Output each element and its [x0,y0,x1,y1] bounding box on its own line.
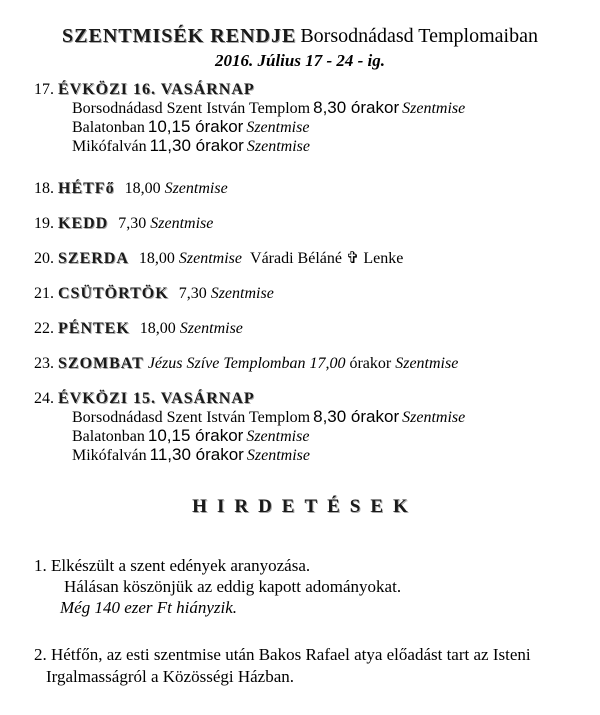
mass-time: 8,30 órakor [313,98,400,117]
mass-place: Borsodnádasd Szent István Templom [72,100,311,117]
mass-list [72,99,600,156]
day-heading [34,80,600,99]
schedule-row-sunday-17 [34,80,600,156]
mass-entry [72,446,600,465]
title-decorated: SZENTMISÉK RENDJE [62,25,297,47]
announcement-line: 2. Hétfőn, az esti szentmise után Bakos Rafael atya előadást tart az Isteni [34,645,531,664]
day-number: 17. [34,81,54,98]
mass-label: Szentmise [246,428,310,445]
mass-place: Balatonban [72,119,145,136]
mass-time: 11,30 órakor [149,445,244,464]
mass-entry [72,99,600,118]
day-name: ÉVKÖZI 16. VASÁRNAP [58,81,255,98]
orakor-text: órakor [349,355,392,372]
announcement-line: Irgalmasságról a Közösségi Házban. [46,667,294,686]
day-name: SZERDA [58,250,129,267]
mass-entry [72,137,600,156]
day-number: 20. [34,250,54,267]
mass-label: Szentmise [179,320,243,337]
announcement-line: Hálásan köszönjük az eddig kapott adományokat. [64,577,402,596]
mass-venue-time: Jézus Szíve Templomban 17,00 [147,355,346,372]
day-number: 18. [34,180,54,197]
announcement-item-1 [34,555,600,618]
mass-place: Balatonban [72,428,145,445]
mass-time: 10,15 órakor [147,426,244,445]
memorial-note: Váradi Béláné ✞ Lenke [250,250,404,267]
mass-label: Szentmise [246,138,310,155]
mass-label: Szentmise [178,250,243,267]
mass-label: Szentmise [210,285,274,302]
schedule-row-tuesday [34,214,600,233]
day-number: 24. [34,390,54,407]
announcements-section [0,496,600,688]
mass-label: Szentmise [402,409,466,426]
day-name: HÉTFő [58,180,115,197]
schedule-row-monday [34,179,600,198]
announcement-item-2 [34,644,600,688]
mass-label: Szentmise [246,447,310,464]
day-number: 23. [34,355,54,372]
mass-label: Szentmise [150,215,214,232]
mass-place: Mikófalván [72,138,147,155]
mass-time: 18,00 [139,320,176,337]
date-range-subtitle: 2016. Július 17 - 24 - ig. [214,51,386,70]
announcements-heading: HIRDETÉSEK [192,496,418,517]
mass-entry [72,427,600,446]
mass-label: Szentmise [164,180,228,197]
bulletin-page [0,25,600,715]
page-title [0,25,600,48]
announcement-line: Még 140 ezer Ft hiányzik. [60,598,238,617]
day-number: 22. [34,320,54,337]
mass-place: Mikófalván [72,447,147,464]
schedule-row-saturday [34,354,600,373]
mass-list [72,408,600,465]
mass-label: Szentmise [246,119,310,136]
day-name: KEDD [58,215,109,232]
mass-time: 18,00 [124,180,161,197]
schedule-row-thursday [34,284,600,303]
schedule-row-wednesday [34,249,600,268]
mass-time: 8,30 órakor [313,407,400,426]
day-number: 21. [34,285,54,302]
day-heading [34,389,600,408]
mass-place: Borsodnádasd Szent István Templom [72,409,311,426]
mass-time: 11,30 órakor [149,136,244,155]
day-name: SZOMBAT [58,355,144,372]
day-name: PÉNTEK [58,320,130,337]
mass-entry [72,118,600,137]
day-number: 19. [34,215,54,232]
mass-label: Szentmise [395,355,459,372]
title-plain: Borsodnádasd Templomaiban [300,25,538,47]
schedule-row-friday [34,319,600,338]
mass-time: 18,00 [138,250,175,267]
mass-time: 7,30 [178,285,207,302]
mass-label: Szentmise [402,100,466,117]
announcement-line: 1. Elkészült a szent edények aranyozása. [34,556,311,575]
schedule-row-sunday-24 [34,389,600,465]
day-name: CSÜTÖRTÖK [58,285,169,302]
mass-time: 7,30 [118,215,147,232]
day-name: ÉVKÖZI 15. VASÁRNAP [58,390,255,407]
mass-schedule [34,80,600,465]
mass-entry [72,408,600,427]
mass-time: 10,15 órakor [147,117,244,136]
